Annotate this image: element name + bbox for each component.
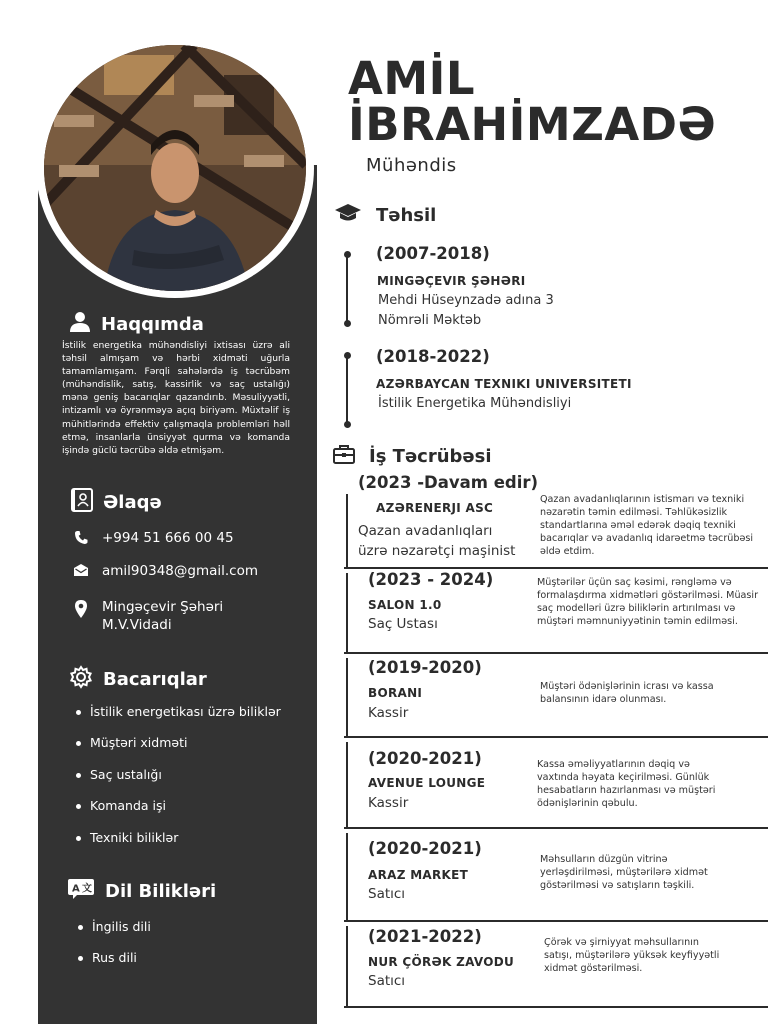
job-role: Satıcı — [368, 886, 406, 902]
briefcase-icon — [333, 444, 355, 468]
timeline-dot — [344, 352, 351, 359]
experience-heading-row — [333, 444, 492, 468]
languages-heading-row — [67, 878, 216, 904]
address-line-2: M.V.Vidadi — [102, 617, 172, 633]
profile-photo — [44, 45, 306, 291]
job-years: (2020-2021) — [368, 749, 482, 768]
timeline-line — [346, 658, 348, 738]
job-company: AVENUE LOUNGE — [368, 776, 486, 790]
languages-heading: Dil Bilikləri — [105, 880, 217, 902]
skill-item: İstilik energetikası üzrə biliklər — [76, 704, 281, 735]
job-role: Kassir — [368, 795, 409, 811]
timeline-line — [346, 357, 348, 425]
contact-email-row — [72, 562, 258, 580]
svg-text:A: A — [72, 883, 80, 895]
job-company: BORANI — [368, 686, 423, 700]
language-item: İngilis dili — [78, 919, 151, 950]
skill-item: Müştəri xidməti — [76, 735, 281, 766]
job-years: (2023 - 2024) — [368, 570, 494, 589]
contact-heading-row — [71, 488, 162, 516]
job-company: SALON 1.0 — [368, 598, 442, 612]
job-role-line: üzrə nəzarətçi maşinist — [358, 542, 516, 559]
education-years: (2018-2022) — [376, 347, 490, 366]
about-heading-row — [69, 311, 204, 337]
job-company: AZƏRENERJI ASC — [376, 501, 494, 515]
job-role — [358, 522, 515, 561]
education-detail: İstilik Energetika Mühəndisliyi — [378, 396, 572, 411]
divider — [344, 652, 768, 654]
contact-address-row — [72, 598, 223, 634]
contact-card-icon — [71, 488, 93, 516]
language-item: Rus dili — [78, 950, 151, 981]
job-company: NUR ÇÖRƏK ZAVODU — [368, 955, 515, 969]
full-name — [348, 52, 717, 151]
divider — [344, 920, 768, 922]
language-icon — [67, 878, 95, 904]
education-school: MINGƏÇEVIR ŞƏHƏRI — [377, 274, 526, 288]
job-role: Satıcı — [368, 973, 406, 989]
address-line-1: Mingəçevir Şəhəri — [102, 599, 224, 615]
job-role-line: Qazan avadanlıqları — [358, 523, 493, 539]
skill-item: Saç ustalığı — [76, 767, 281, 798]
mail-icon — [72, 562, 90, 577]
timeline-line — [346, 573, 348, 653]
job-years: (2020-2021) — [368, 839, 482, 858]
graduation-cap-icon — [334, 203, 362, 227]
gear-icon — [69, 665, 93, 693]
languages-list — [78, 919, 151, 982]
skill-item: Komanda işi — [76, 798, 281, 829]
phone-icon — [72, 529, 90, 545]
timeline-line — [346, 256, 348, 324]
skill-item: Texniki biliklər — [76, 830, 281, 861]
experience-heading: İş Təcrübəsi — [369, 445, 492, 467]
contact-phone[interactable]: +994 51 666 00 45 — [102, 530, 234, 546]
timeline-line — [346, 926, 348, 1008]
svg-text:文: 文 — [82, 883, 92, 895]
timeline-line — [346, 833, 348, 921]
contact-heading: Əlaqə — [103, 491, 162, 513]
divider — [344, 1006, 768, 1008]
education-detail-line: Mehdi Hüseynzadə adına 3 — [378, 293, 554, 308]
job-title: Mühəndis — [366, 155, 457, 176]
education-heading-row — [334, 203, 436, 227]
divider — [344, 567, 768, 569]
education-heading: Təhsil — [376, 204, 437, 226]
name-line-2: İBRAHİMZADƏ — [348, 98, 717, 151]
skills-list — [76, 704, 281, 861]
user-icon — [69, 311, 91, 337]
job-role: Kassir — [368, 705, 409, 721]
job-years: (2021-2022) — [368, 927, 482, 946]
contact-phone-row — [72, 529, 234, 547]
job-description: Kassa əməliyyatlarının dəqiq və vaxtında həyata keçirilməsi. Günlük hesabatların hazırlanması və müştəri ödənişlərinin qəbulu. — [537, 759, 716, 810]
about-text: İstilik energetika mühəndisliyi ixtisası üzrə ali təhsil almışam və hərbi xidməti uğurla tamamlamışam. Fərqli sahələrdə iş təcrübəm (mühəndislik, satış, kassirlik və saç ustalığı) mənə geniş bacarıqlar qazandırıb. Məsuliyyətli, intizamlı və öyrənməyə açıq biriyəm. Müxtəlif iş mühitlərində effektiv çalışmaqla problemləri həll etmə, insanlarla ünsiyyət qurma və komanda işində güclü təcrübə əldə etmişəm. — [62, 340, 290, 456]
education-detail — [378, 291, 554, 330]
timeline-dot — [344, 251, 351, 258]
skills-heading-row — [69, 665, 207, 693]
about-heading: Haqqımda — [101, 313, 204, 335]
job-years: (2023 -Davam edir) — [358, 473, 539, 492]
education-years: (2007-2018) — [376, 244, 490, 263]
contact-address — [102, 598, 223, 634]
job-description: Müştəri ödənişlərinin icrası və kassa balansının idarə olunması. — [540, 681, 714, 706]
timeline-dot — [344, 320, 351, 327]
name-line-1: AMİL — [348, 52, 476, 105]
contact-email[interactable]: amil90348@gmail.com — [102, 563, 258, 579]
location-icon — [72, 598, 90, 619]
timeline-dot — [344, 421, 351, 428]
timeline-line — [346, 494, 348, 568]
skills-heading: Bacarıqlar — [103, 668, 207, 690]
timeline-line — [346, 742, 348, 828]
job-years: (2019-2020) — [368, 658, 482, 677]
job-company: ARAZ MARKET — [368, 868, 469, 882]
job-description: Məhsulların düzgün vitrinə yerləşdirilməsi, müştərilərə xidmət göstərilməsi və satışların təşkili. — [540, 854, 708, 892]
divider — [344, 827, 768, 829]
job-description: Müştərilər üçün saç kəsimi, rəngləmə və formalaşdırma xidmətləri göstərilməsi. Müasir saç modelləri üzrə biliklərin artırılması və müştəri məmnuniyyətinin təmin edilməsi. — [537, 577, 759, 628]
job-role: Saç Ustası — [368, 616, 438, 632]
job-description: Çörək və şirniyyat məhsullarının satışı, müştərilərə yüksək keyfiyyətli xidmət göstərilməsi. — [544, 937, 720, 975]
profile-photo-image — [44, 45, 306, 291]
education-school: AZƏRBAYCAN TEXNIKI UNIVERSITETI — [376, 377, 632, 391]
job-description: Qazan avadanlıqlarının istismarı və texniki nəzarətin təmin edilməsi. Təhlükəsizlik standartlarına əməl edərək dəqiq texniki bacarıqlar və avadanlıq idarəetmə təcrübəsi əldə etdim. — [540, 494, 754, 558]
divider — [344, 736, 768, 738]
education-detail-line: Nömrəli Məktəb — [378, 312, 482, 328]
